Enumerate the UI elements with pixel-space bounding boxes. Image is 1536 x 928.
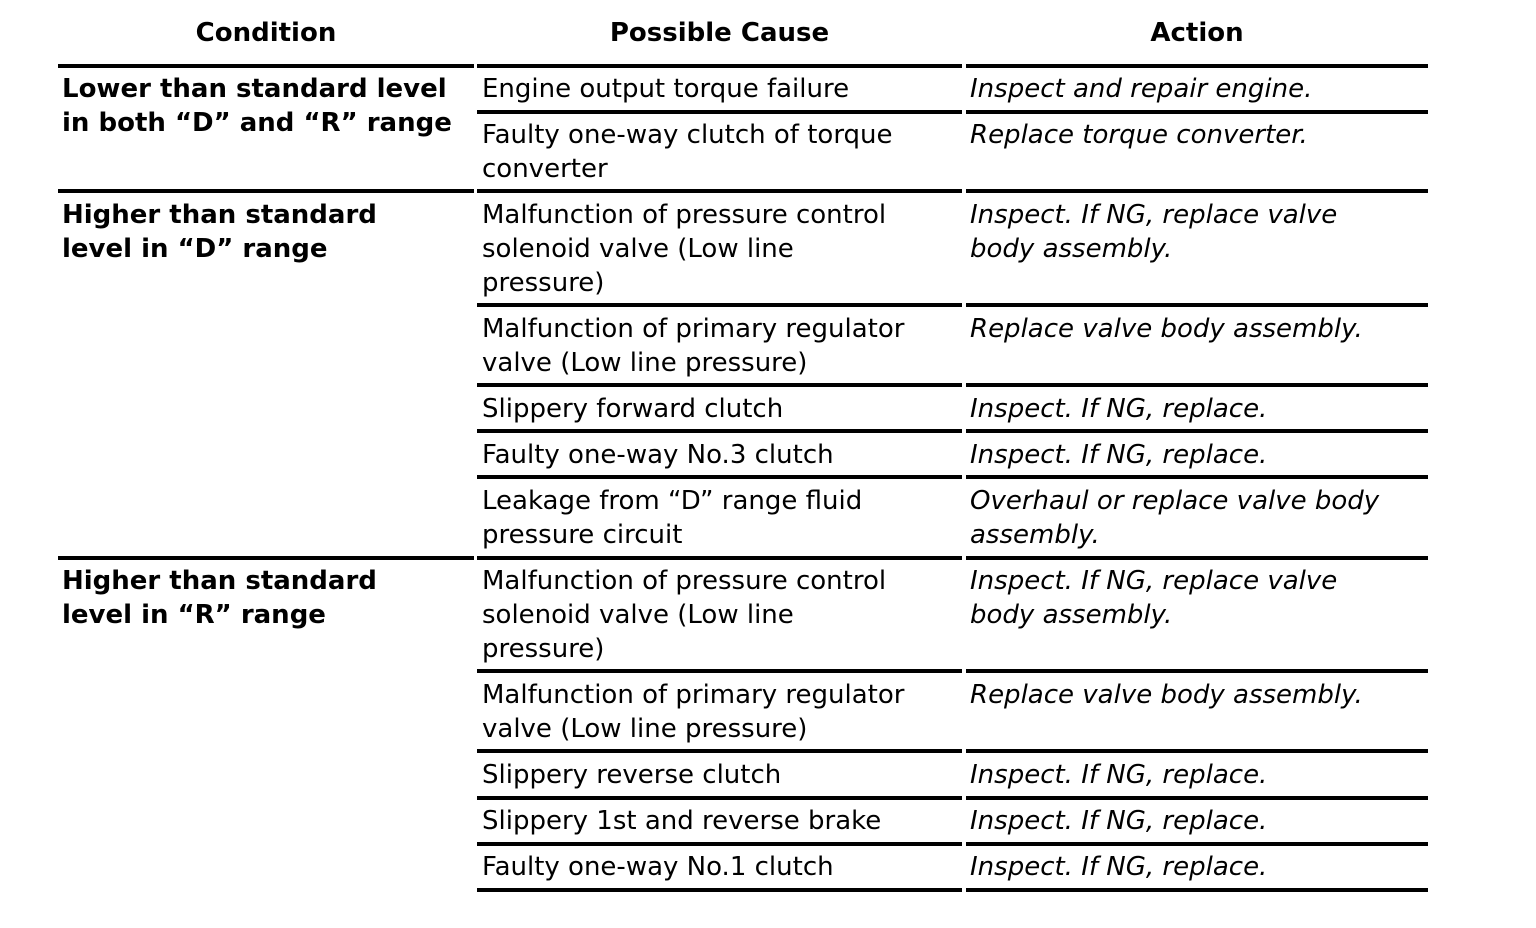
action-cell: Overhaul or replace valve body assembly. [970,486,1380,550]
action-cell: Inspect. If NG, replace valve body assembly. [970,200,1338,264]
cause-cell: Faulty one-way No.3 clutch [482,440,834,470]
row-divider [966,842,1428,846]
row-divider [477,110,962,114]
table-bottom-rule [966,888,1428,892]
group-divider [966,556,1428,560]
cause-cell: Malfunction of primary regulator valve (Low line pressure) [482,314,905,378]
action-cell: Inspect. If NG, replace. [970,394,1268,424]
cause-cell: Slippery reverse clutch [482,760,782,790]
row-divider [966,429,1428,433]
table-bottom-rule [477,888,962,892]
group-divider [966,189,1428,193]
row-divider [966,383,1428,387]
cause-cell: Leakage from “D” range fluid pressure circuit [482,486,863,550]
row-divider [966,749,1428,753]
row-divider [477,429,962,433]
condition-cell: Higher than standard level in “D” range [62,200,377,264]
row-divider [477,475,962,479]
action-cell: Inspect. If NG, replace valve body assembly. [970,566,1338,630]
row-divider [966,110,1428,114]
group-divider [58,556,474,560]
row-divider [966,669,1428,673]
cause-cell: Malfunction of primary regulator valve (Low line pressure) [482,680,905,744]
action-cell: Inspect. If NG, replace. [970,806,1268,836]
header-condition: Condition [195,18,337,48]
cause-cell: Engine output torque failure [482,74,850,104]
cause-cell: Slippery forward clutch [482,394,784,424]
header-rule [477,64,962,68]
group-divider [477,556,962,560]
row-divider [477,669,962,673]
cause-cell: Slippery 1st and reverse brake [482,806,882,836]
action-cell: Replace valve body assembly. [970,680,1363,710]
row-divider [477,303,962,307]
row-divider [966,303,1428,307]
row-divider [477,383,962,387]
row-divider [966,796,1428,800]
action-cell: Replace valve body assembly. [970,314,1363,344]
header-possible-cause: Possible Cause [609,18,830,48]
group-divider [477,189,962,193]
action-cell: Inspect. If NG, replace. [970,760,1268,790]
row-divider [477,749,962,753]
row-divider [477,842,962,846]
cause-cell: Faulty one-way No.1 clutch [482,852,834,882]
header-rule [966,64,1428,68]
cause-cell: Faulty one-way clutch of torque converter [482,120,893,184]
condition-cell: Lower than standard level in both “D” and “R” range [62,74,452,138]
action-cell: Inspect and repair engine. [970,74,1313,104]
action-cell: Inspect. If NG, replace. [970,852,1268,882]
row-divider [477,796,962,800]
header-action: Action [1150,18,1244,48]
action-cell: Replace torque converter. [970,120,1308,150]
cause-cell: Malfunction of pressure control solenoid valve (Low line pressure) [482,566,887,664]
row-divider [966,475,1428,479]
cause-cell: Malfunction of pressure control solenoid valve (Low line pressure) [482,200,887,298]
header-rule [58,64,474,68]
action-cell: Inspect. If NG, replace. [970,440,1268,470]
condition-cell: Higher than standard level in “R” range [62,566,377,630]
group-divider [58,189,474,193]
